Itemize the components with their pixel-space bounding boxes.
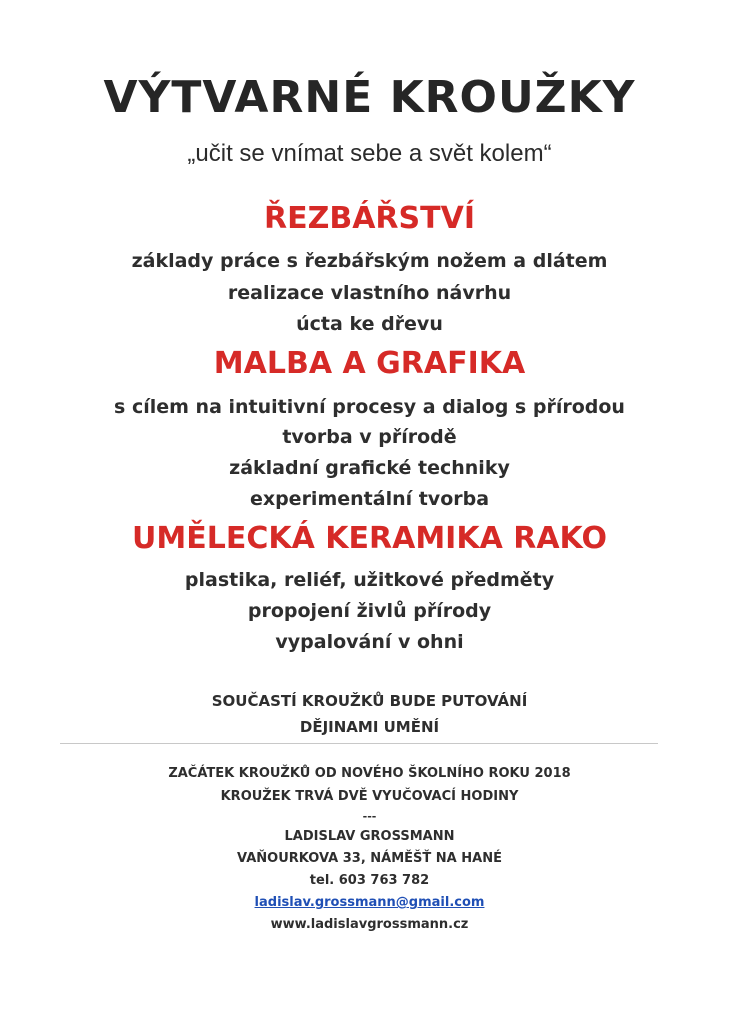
section-line: s cílem na intuitivní procesy a dialog s přírodou [114,396,625,418]
footer-start: ZAČÁTEK KROUŽKŮ OD NOVÉHO ŠKOLNÍHO ROKU 2018 [168,766,571,781]
notice-line: SOUČASTÍ KROUŽKŮ BUDE PUTOVÁNÍ [211,692,528,710]
footer-duration: KROUŽEK TRVÁ DVĚ VYUČOVACÍ HODINY [220,789,519,804]
section-line: propojení živlů přírody [247,600,492,622]
contact-name: LADISLAV GROSSMANN [284,829,455,844]
contact-email-row [0,895,739,910]
section-line: základy práce s řezbářským nožem a dlátem [131,250,608,272]
page-title: VÝTVARNÉ KROUŽKY [103,72,636,123]
contact-email-link[interactable]: ladislav.grossmann@gmail.com [254,895,485,910]
section-line: tvorba v přírodě [282,426,457,448]
divider [60,743,658,744]
contact-website: www.ladislavgrossmann.cz [270,917,469,932]
notice-line: DĚJINAMI UMĚNÍ [299,718,440,736]
section-line: realizace vlastního návrhu [227,282,512,304]
section-heading-umelecka-keramika-rako: UMĚLECKÁ KERAMIKA RAKO [132,521,607,556]
section-line: plastika, reliéf, užitkové předměty [184,569,555,591]
contact-phone: tel. 603 763 782 [309,873,430,888]
section-heading-rezbarstvi: ŘEZBÁŘSTVÍ [264,201,475,236]
contact-address: VAŇOURKOVA 33, NÁMĚŠŤ NA HANÉ [237,851,502,866]
section-line: úcta ke dřevu [296,313,443,335]
section-line: experimentální tvorba [249,488,490,510]
footer-separator: --- [362,810,377,823]
section-line: základní grafické techniky [229,457,510,479]
page-subtitle: „učit se vnímat sebe a svět kolem“ [187,140,552,167]
section-heading-malba-a-grafika: MALBA A GRAFIKA [213,346,526,381]
section-line: vypalování v ohni [275,631,464,653]
